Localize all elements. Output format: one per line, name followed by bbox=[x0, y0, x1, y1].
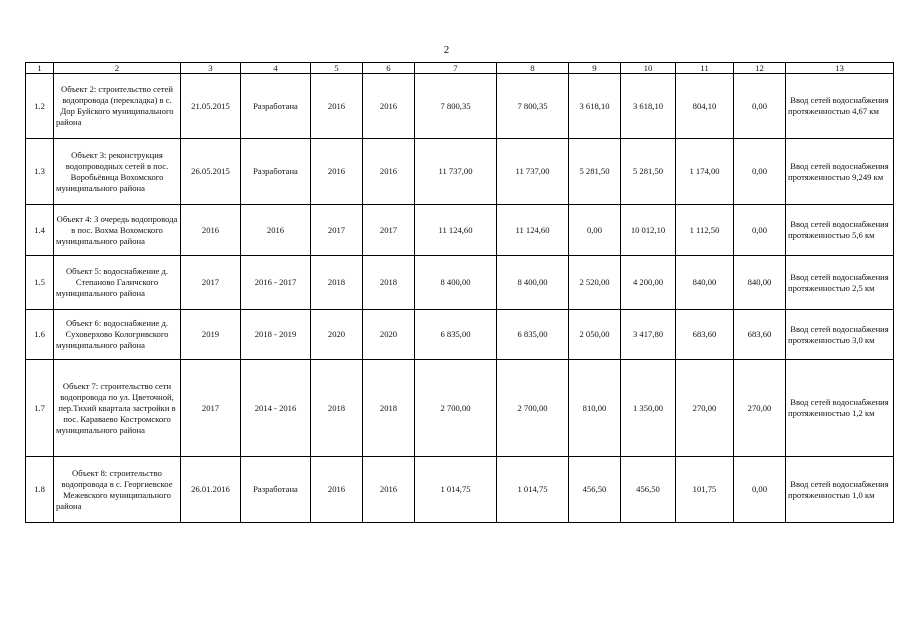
status-cell: 2018 - 2019 bbox=[241, 310, 311, 360]
value-col7: 11 737,00 bbox=[415, 139, 497, 205]
value-col7: 11 124,60 bbox=[415, 205, 497, 256]
value-col9: 3 618,10 bbox=[569, 74, 621, 139]
value-col12: 0,00 bbox=[734, 139, 786, 205]
column-header: 8 bbox=[497, 63, 569, 74]
value-col12: 270,00 bbox=[734, 360, 786, 457]
value-col10: 1 350,00 bbox=[621, 360, 676, 457]
table-row bbox=[26, 205, 894, 256]
status-cell: Разработана bbox=[241, 74, 311, 139]
value-col10: 5 281,50 bbox=[621, 139, 676, 205]
value-col7: 2 700,00 bbox=[415, 360, 497, 457]
value-col10: 456,50 bbox=[621, 457, 676, 523]
row-number: 1.2 bbox=[26, 74, 54, 139]
status-cell: 2016 bbox=[241, 205, 311, 256]
table-header-row bbox=[26, 63, 894, 74]
object-description: Объект 8: строительство водопровода в с. Георгиевское Межевского муниципального района bbox=[54, 457, 181, 523]
status-cell: Разработана bbox=[241, 457, 311, 523]
value-col9: 2 050,00 bbox=[569, 310, 621, 360]
status-cell: Разработана bbox=[241, 139, 311, 205]
start-year-cell: 2018 bbox=[311, 256, 363, 310]
result-description: Ввод сетей водоснабжения протяженностью 2,5 км bbox=[786, 256, 894, 310]
row-number: 1.3 bbox=[26, 139, 54, 205]
value-col12: 683,60 bbox=[734, 310, 786, 360]
row-number: 1.4 bbox=[26, 205, 54, 256]
value-col8: 6 835,00 bbox=[497, 310, 569, 360]
start-year-cell: 2020 bbox=[311, 310, 363, 360]
value-col11: 840,00 bbox=[676, 256, 734, 310]
value-col11: 804,10 bbox=[676, 74, 734, 139]
start-year-cell: 2016 bbox=[311, 139, 363, 205]
table-row bbox=[26, 139, 894, 205]
result-description: Ввод сетей водоснабжения протяженностью 1,0 км bbox=[786, 457, 894, 523]
object-description: Объект 2: строительство сетей водопровода (перекладка) в с. Дор Буйского муниципального района bbox=[54, 74, 181, 139]
date-cell: 26.05.2015 bbox=[181, 139, 241, 205]
value-col7: 1 014,75 bbox=[415, 457, 497, 523]
value-col8: 1 014,75 bbox=[497, 457, 569, 523]
result-description: Ввод сетей водоснабжения протяженностью 3,0 км bbox=[786, 310, 894, 360]
end-year-cell: 2016 bbox=[363, 74, 415, 139]
table-row bbox=[26, 256, 894, 310]
value-col12: 0,00 bbox=[734, 457, 786, 523]
date-cell: 26.01.2016 bbox=[181, 457, 241, 523]
end-year-cell: 2020 bbox=[363, 310, 415, 360]
column-header: 10 bbox=[621, 63, 676, 74]
page-number: 2 bbox=[443, 44, 450, 56]
column-header: 2 bbox=[54, 63, 181, 74]
object-description: Объект 6: водоснабжение д. Суховерхово Кологривского муниципального района bbox=[54, 310, 181, 360]
value-col12: 0,00 bbox=[734, 74, 786, 139]
value-col11: 1 112,50 bbox=[676, 205, 734, 256]
value-col8: 2 700,00 bbox=[497, 360, 569, 457]
object-description: Объект 3: реконструкция водопроводных сетей в пос. Воробьёвица Вохомского муниципального района bbox=[54, 139, 181, 205]
column-header: 4 bbox=[241, 63, 311, 74]
table-row bbox=[26, 360, 894, 457]
start-year-cell: 2016 bbox=[311, 457, 363, 523]
value-col8: 11 124,60 bbox=[497, 205, 569, 256]
column-header: 6 bbox=[363, 63, 415, 74]
status-cell: 2016 - 2017 bbox=[241, 256, 311, 310]
end-year-cell: 2018 bbox=[363, 360, 415, 457]
status-cell: 2014 - 2016 bbox=[241, 360, 311, 457]
column-header: 12 bbox=[734, 63, 786, 74]
value-col10: 3 417,80 bbox=[621, 310, 676, 360]
column-header: 7 bbox=[415, 63, 497, 74]
investment-table bbox=[25, 62, 894, 523]
end-year-cell: 2016 bbox=[363, 457, 415, 523]
row-number: 1.7 bbox=[26, 360, 54, 457]
column-header: 1 bbox=[26, 63, 54, 74]
object-description: Объект 7: строительство сети водопровода по ул. Цветочной, пер.Тихий квартала застройки в пос. Караваево Костромского муниципального района bbox=[54, 360, 181, 457]
result-description: Ввод сетей водоснабжения протяженностью 1,2 км bbox=[786, 360, 894, 457]
start-year-cell: 2016 bbox=[311, 74, 363, 139]
table-row bbox=[26, 457, 894, 523]
value-col10: 4 200,00 bbox=[621, 256, 676, 310]
value-col8: 11 737,00 bbox=[497, 139, 569, 205]
column-header: 11 bbox=[676, 63, 734, 74]
object-description: Объект 5: водоснабжение д. Степаново Галичского муниципального района bbox=[54, 256, 181, 310]
value-col10: 3 618,10 bbox=[621, 74, 676, 139]
date-cell: 2017 bbox=[181, 256, 241, 310]
value-col11: 1 174,00 bbox=[676, 139, 734, 205]
result-description: Ввод сетей водоснабжения протяженностью 9,249 км bbox=[786, 139, 894, 205]
value-col9: 2 520,00 bbox=[569, 256, 621, 310]
row-number: 1.6 bbox=[26, 310, 54, 360]
value-col12: 840,00 bbox=[734, 256, 786, 310]
start-year-cell: 2017 bbox=[311, 205, 363, 256]
end-year-cell: 2016 bbox=[363, 139, 415, 205]
value-col8: 8 400,00 bbox=[497, 256, 569, 310]
value-col8: 7 800,35 bbox=[497, 74, 569, 139]
object-description: Объект 4: 3 очередь водопровода в пос. Вохма Вохомского муниципального района bbox=[54, 205, 181, 256]
result-description: Ввод сетей водоснабжения протяженностью 5,6 км bbox=[786, 205, 894, 256]
value-col11: 683,60 bbox=[676, 310, 734, 360]
row-number: 1.8 bbox=[26, 457, 54, 523]
date-cell: 21.05.2015 bbox=[181, 74, 241, 139]
table-row bbox=[26, 310, 894, 360]
value-col7: 7 800,35 bbox=[415, 74, 497, 139]
date-cell: 2019 bbox=[181, 310, 241, 360]
value-col9: 0,00 bbox=[569, 205, 621, 256]
value-col7: 6 835,00 bbox=[415, 310, 497, 360]
value-col10: 10 012,10 bbox=[621, 205, 676, 256]
row-number: 1.5 bbox=[26, 256, 54, 310]
column-header: 13 bbox=[786, 63, 894, 74]
column-header: 5 bbox=[311, 63, 363, 74]
date-cell: 2017 bbox=[181, 360, 241, 457]
date-cell: 2016 bbox=[181, 205, 241, 256]
end-year-cell: 2017 bbox=[363, 205, 415, 256]
column-header: 9 bbox=[569, 63, 621, 74]
value-col11: 101,75 bbox=[676, 457, 734, 523]
value-col7: 8 400,00 bbox=[415, 256, 497, 310]
start-year-cell: 2018 bbox=[311, 360, 363, 457]
value-col9: 5 281,50 bbox=[569, 139, 621, 205]
value-col9: 810,00 bbox=[569, 360, 621, 457]
table-row bbox=[26, 74, 894, 139]
column-header: 3 bbox=[181, 63, 241, 74]
result-description: Ввод сетей водоснабжения протяженностью 4,67 км bbox=[786, 74, 894, 139]
value-col11: 270,00 bbox=[676, 360, 734, 457]
value-col9: 456,50 bbox=[569, 457, 621, 523]
end-year-cell: 2018 bbox=[363, 256, 415, 310]
value-col12: 0,00 bbox=[734, 205, 786, 256]
